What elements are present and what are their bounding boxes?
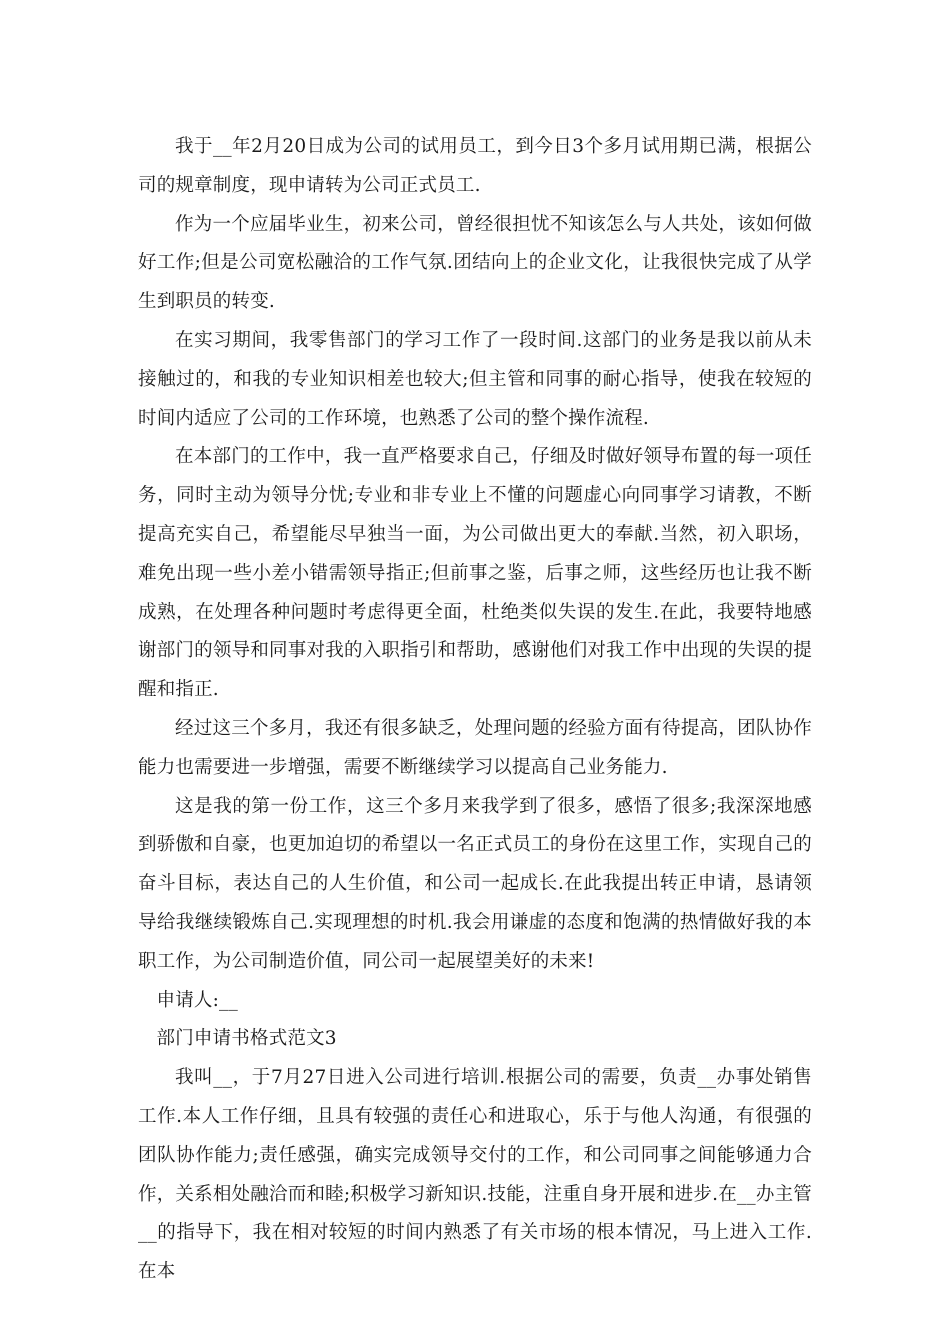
paragraph-department-work: 在本部门的工作中，我一直严格要求自己，仔细及时做好领导布置的每一项任务，同时主动为领导分忧;专业和非专业上不懂的问题虚心向同事学习请教，不断提高充实自己，希望能尽早独当一面，为公司做出更大的奉献.当然，初入职场，难免出现一些小差小错需领导指正;但前事之鉴，后事之师，这些经历也让我不断成熟，在处理各种问题时考虑得更全面，杜绝类似失误的发生.在此，我要特地感谢部门的领导和同事对我的入职指引和帮助，感谢他们对我工作中出现的失误的提醒和指正.	[138, 446, 812, 701]
document-body	[138, 128, 812, 1292]
paragraph-graduate: 作为一个应届毕业生，初来公司，曾经很担忧不知该怎么与人共处，该如何做好工作;但是公司宽松融洽的工作气氛.团结向上的企业文化，让我很快完成了从学生到职员的转变.	[138, 213, 812, 313]
paragraph-sample-3: 我叫__，于7月27日进入公司进行培训.根据公司的需要，负责__办事处销售工作.本人工作仔细，且具有较强的责任心和进取心，乐于与他人沟通，有很强的团队协作能力;责任感强，确实完成领导交付的工作，和公司同事之间能够通力合作，关系相处融洽而和睦;积极学习新知识.技能，注重自身开展和进步.在__办主管__的指导下，我在相对较短的时间内熟悉了有关市场的根本情况，马上进入工作.在本	[138, 1067, 812, 1283]
section-heading: 部门申请书格式范文3	[156, 1028, 337, 1050]
applicant-signature: 申请人:__	[156, 989, 238, 1011]
paragraph-probation: 我于__年2月20日成为公司的试用员工，到今日3个多月试用期已满，根据公司的规章制度，现申请转为公司正式员工.	[138, 136, 812, 196]
paragraph-first-job: 这是我的第一份工作，这三个多月来我学到了很多，感悟了很多;我深深地感到骄傲和自豪，也更加迫切的希望以一名正式员工的身份在这里工作，实现自己的奋斗目标，表达自己的人生价值，和公司一起成长.在此我提出转正申请，恳请领导给我继续锻炼自己.实现理想的时机.我会用谦虚的态度和饱满的热情做好我的本职工作，为公司制造价值，同公司一起展望美好的未来!	[138, 795, 812, 972]
paragraph-shortcomings: 经过这三个多月，我还有很多缺乏，处理问题的经验方面有待提高，团队协作能力也需要进一步增强，需要不断继续学习以提高自己业务能力.	[138, 717, 812, 778]
paragraph-internship: 在实习期间，我零售部门的学习工作了一段时间.这部门的业务是我以前从未接触过的，和我的专业知识相差也较大;但主管和同事的耐心指导，使我在较短的时间内适应了公司的工作环境，也熟悉了公司的整个操作流程.	[138, 329, 812, 429]
